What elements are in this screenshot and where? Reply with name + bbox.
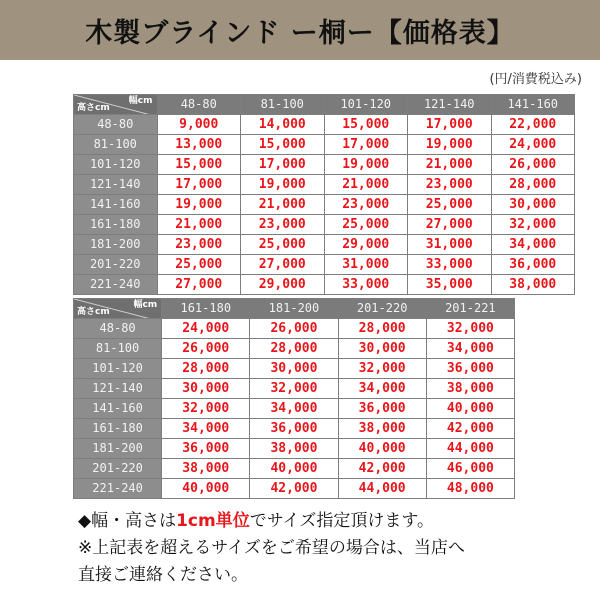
- price-cell: 40,000: [162, 479, 250, 499]
- price-cell: 34,000: [491, 235, 575, 255]
- price-cell: 29,000: [324, 235, 408, 255]
- height-row-header: 161-180: [74, 419, 162, 439]
- height-row-header: 221-240: [74, 275, 158, 295]
- price-cell: 25,000: [408, 195, 492, 215]
- price-cell: 15,000: [324, 115, 408, 135]
- tax-note: (円/消費税込み): [489, 72, 582, 87]
- price-cell: 26,000: [491, 155, 575, 175]
- price-cell: 25,000: [324, 215, 408, 235]
- table-row: [74, 135, 575, 155]
- height-row-header: 181-200: [74, 235, 158, 255]
- height-row-header: 201-220: [74, 255, 158, 275]
- price-cell: 28,000: [491, 175, 575, 195]
- price-cell: 48,000: [426, 479, 514, 499]
- size-unit-note: [78, 508, 588, 535]
- size-unit-emphasis: 1cm単位: [176, 511, 250, 531]
- price-cell: 30,000: [162, 379, 250, 399]
- table-row: [74, 195, 575, 215]
- price-cell: 21,000: [408, 155, 492, 175]
- height-row-header: 101-120: [74, 155, 158, 175]
- price-cell: 44,000: [426, 439, 514, 459]
- contact-note: 直接ご連絡ください。: [78, 565, 248, 585]
- price-cell: 32,000: [426, 319, 514, 339]
- price-cell: 34,000: [250, 399, 338, 419]
- price-cell: 26,000: [162, 339, 250, 359]
- price-cell: 32,000: [250, 379, 338, 399]
- price-cell: 21,000: [241, 195, 325, 215]
- price-cell: 34,000: [162, 419, 250, 439]
- price-cell: 30,000: [338, 339, 426, 359]
- price-cell: 38,000: [491, 275, 575, 295]
- width-column-header: 201-220: [338, 299, 426, 319]
- price-cell: 15,000: [157, 155, 241, 175]
- table-corner: [74, 299, 162, 319]
- price-cell: 40,000: [426, 399, 514, 419]
- footer-notes: [78, 508, 588, 589]
- height-row-header: 221-240: [74, 479, 162, 499]
- height-row-header: 121-140: [74, 175, 158, 195]
- table-row: [74, 235, 575, 255]
- price-cell: 21,000: [157, 215, 241, 235]
- price-cell: 36,000: [338, 399, 426, 419]
- table-row: [74, 339, 515, 359]
- price-cell: 22,000: [491, 115, 575, 135]
- price-cell: 33,000: [408, 255, 492, 275]
- price-cell: 36,000: [426, 359, 514, 379]
- table-header-row: [74, 299, 515, 319]
- table-body: [74, 115, 575, 295]
- price-cell: 15,000: [241, 135, 325, 155]
- price-cell: 32,000: [491, 215, 575, 235]
- size-unit-note-suffix: でサイズ指定頂けます。: [249, 511, 434, 531]
- width-axis-label: 幅cm: [133, 300, 158, 310]
- table-row: [74, 175, 575, 195]
- width-column-header: 181-200: [250, 299, 338, 319]
- width-axis-label: 幅cm: [128, 96, 153, 106]
- price-cell: 19,000: [157, 195, 241, 215]
- table-row: [74, 215, 575, 235]
- price-cell: 33,000: [324, 275, 408, 295]
- price-cell: 27,000: [241, 255, 325, 275]
- table-row: [74, 399, 515, 419]
- price-cell: 17,000: [324, 135, 408, 155]
- table-row: [74, 115, 575, 135]
- price-cell: 38,000: [162, 459, 250, 479]
- width-column-header: 48-80: [157, 95, 241, 115]
- table-row: [74, 379, 515, 399]
- table-row: [74, 155, 575, 175]
- price-cell: 36,000: [162, 439, 250, 459]
- price-cell: 31,000: [408, 235, 492, 255]
- table-row: [74, 359, 515, 379]
- height-axis-label: 高さcm: [77, 103, 110, 113]
- price-cell: 32,000: [338, 359, 426, 379]
- price-cell: 32,000: [162, 399, 250, 419]
- height-row-header: 201-220: [74, 459, 162, 479]
- price-cell: 30,000: [250, 359, 338, 379]
- price-cell: 25,000: [241, 235, 325, 255]
- height-row-header: 181-200: [74, 439, 162, 459]
- price-cell: 46,000: [426, 459, 514, 479]
- price-cell: 23,000: [157, 235, 241, 255]
- price-cell: 17,000: [408, 115, 492, 135]
- size-unit-note-prefix: ◆幅・高さは: [78, 511, 177, 531]
- price-cell: 19,000: [241, 175, 325, 195]
- price-cell: 42,000: [250, 479, 338, 499]
- price-cell: 28,000: [338, 319, 426, 339]
- price-cell: 36,000: [250, 419, 338, 439]
- table-body: [74, 319, 515, 499]
- width-column-header: 201-221: [426, 299, 514, 319]
- height-row-header: 48-80: [74, 115, 158, 135]
- price-cell: 14,000: [241, 115, 325, 135]
- price-cell: 27,000: [157, 275, 241, 295]
- price-cell: 40,000: [338, 439, 426, 459]
- title-bar: [0, 0, 600, 60]
- table-row: [74, 479, 515, 499]
- table-row: [74, 459, 515, 479]
- height-row-header: 101-120: [74, 359, 162, 379]
- price-cell: 17,000: [157, 175, 241, 195]
- table-row: [74, 255, 575, 275]
- width-column-header: 141-160: [491, 95, 575, 115]
- price-cell: 38,000: [426, 379, 514, 399]
- price-cell: 23,000: [324, 195, 408, 215]
- height-row-header: 121-140: [74, 379, 162, 399]
- price-table-2: [73, 298, 515, 499]
- price-cell: 24,000: [162, 319, 250, 339]
- table-row: [74, 419, 515, 439]
- height-row-header: 141-160: [74, 399, 162, 419]
- oversize-note: ※上記表を超えるサイズをご希望の場合は、当店へ: [78, 538, 465, 558]
- price-cell: 38,000: [250, 439, 338, 459]
- price-cell: 34,000: [338, 379, 426, 399]
- price-cell: 19,000: [324, 155, 408, 175]
- height-row-header: 161-180: [74, 215, 158, 235]
- width-column-header: 121-140: [408, 95, 492, 115]
- price-cell: 36,000: [491, 255, 575, 275]
- price-cell: 23,000: [408, 175, 492, 195]
- height-row-header: 81-100: [74, 135, 158, 155]
- price-cell: 25,000: [157, 255, 241, 275]
- height-row-header: 48-80: [74, 319, 162, 339]
- price-cell: 21,000: [324, 175, 408, 195]
- price-cell: 29,000: [241, 275, 325, 295]
- price-cell: 42,000: [426, 419, 514, 439]
- price-cell: 34,000: [426, 339, 514, 359]
- table-corner: [74, 95, 158, 115]
- price-cell: 28,000: [250, 339, 338, 359]
- height-row-header: 81-100: [74, 339, 162, 359]
- width-column-header: 161-180: [162, 299, 250, 319]
- height-row-header: 141-160: [74, 195, 158, 215]
- table-row: [74, 275, 575, 295]
- price-cell: 13,000: [157, 135, 241, 155]
- price-cell: 23,000: [241, 215, 325, 235]
- width-column-header: 81-100: [241, 95, 325, 115]
- price-cell: 19,000: [408, 135, 492, 155]
- price-cell: 28,000: [162, 359, 250, 379]
- price-cell: 40,000: [250, 459, 338, 479]
- width-column-header: 101-120: [324, 95, 408, 115]
- price-cell: 44,000: [338, 479, 426, 499]
- price-cell: 35,000: [408, 275, 492, 295]
- height-axis-label: 高さcm: [77, 307, 110, 317]
- table-row: [74, 439, 515, 459]
- price-cell: 9,000: [157, 115, 241, 135]
- price-cell: 17,000: [241, 155, 325, 175]
- price-cell: 26,000: [250, 319, 338, 339]
- price-cell: 30,000: [491, 195, 575, 215]
- price-cell: 42,000: [338, 459, 426, 479]
- table-header-row: [74, 95, 575, 115]
- price-cell: 31,000: [324, 255, 408, 275]
- price-cell: 27,000: [408, 215, 492, 235]
- table-row: [74, 319, 515, 339]
- price-cell: 24,000: [491, 135, 575, 155]
- page-title: 木製ブラインド ー桐ー【価格表】: [85, 17, 515, 49]
- price-table-1: [73, 94, 575, 295]
- price-cell: 38,000: [338, 419, 426, 439]
